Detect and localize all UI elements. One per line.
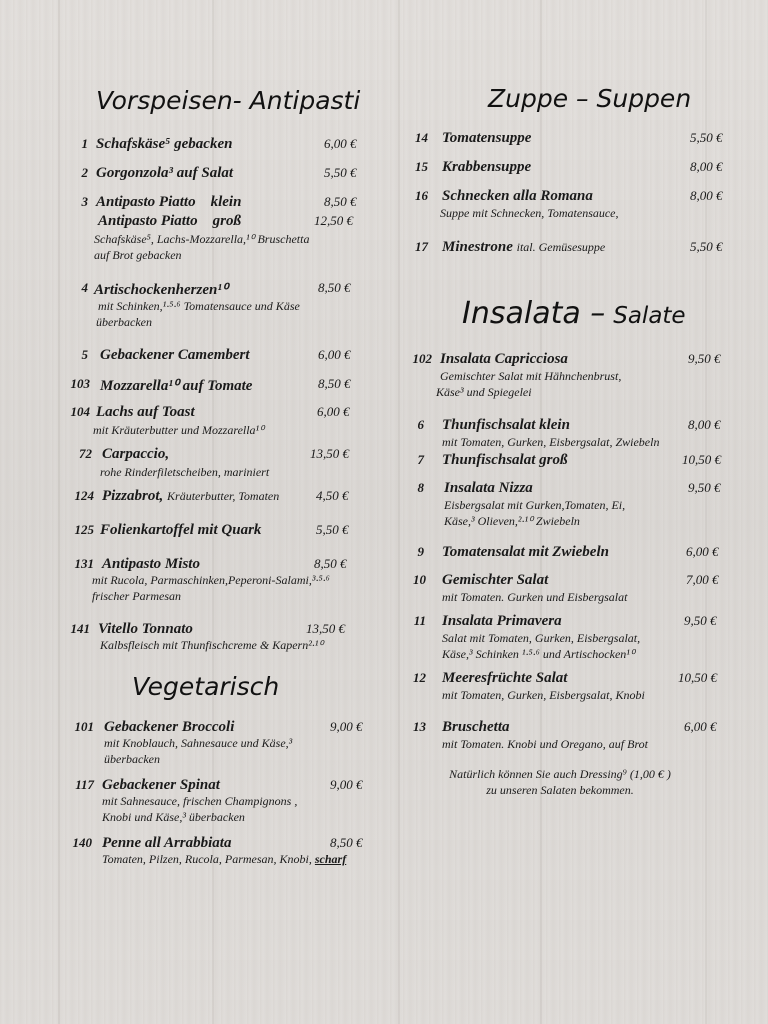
item-name-text: Pizzabrot,	[102, 488, 164, 504]
item-name: Tomatensalat mit Zwiebeln	[442, 544, 609, 560]
item-description: Käse,³ Schinken ¹·⁵·⁶ und Artischocken¹⁰	[442, 647, 635, 661]
item-description: mit Sahnesauce, frischen Champignons ,	[102, 794, 298, 808]
item-description: überbacken	[104, 752, 160, 766]
item-description: rohe Rinderfiletscheiben, mariniert	[100, 465, 270, 479]
item-price: 5,50 €	[324, 165, 357, 180]
item-name: Krabbensuppe	[442, 159, 532, 175]
item-price: 8,50 €	[324, 194, 357, 209]
item-name: Gebackener Spinat	[102, 777, 220, 793]
item-name	[102, 488, 279, 505]
item-description: mit Schinken,¹·⁵·⁶ Tomatensauce und Käse	[98, 299, 300, 313]
item-number: 16	[415, 188, 428, 203]
item-description: mit Tomaten, Gurken, Eisbergsalat, Knobi	[442, 688, 645, 702]
item-description: Salat mit Tomaten, Gurken, Eisbergsalat,	[442, 631, 641, 645]
item-description: Gemischter Salat mit Hähnchenbrust,	[440, 369, 622, 383]
item-number: 103	[70, 376, 90, 391]
dressing-note	[420, 766, 700, 798]
item-number: 15	[415, 159, 428, 174]
item-number: 141	[70, 621, 90, 636]
item-number: 14	[415, 130, 428, 145]
item-price: 5,50 €	[690, 130, 723, 145]
item-number: 10	[413, 572, 426, 587]
item-price: 10,50 €	[678, 670, 717, 685]
item-description: Schafskäse⁵, Lachs-Mozzarella,¹⁰ Bruschetta	[94, 232, 310, 246]
item-description: Kalbsfleisch mit Thunfischcreme & Kapern²·¹⁰	[100, 638, 324, 652]
item-name: Gemischter Salat	[442, 572, 549, 588]
wood-grain	[705, 0, 707, 1024]
item-price: 9,00 €	[330, 719, 363, 734]
item-description: mit Knoblauch, Sahnesauce und Käse,³	[104, 736, 293, 750]
item-name: Penne all Arrabbiata	[102, 835, 232, 851]
item-name: Schnecken alla Romana	[442, 188, 593, 204]
item-number: 11	[413, 613, 426, 628]
item-name: Antipasto Piatto klein	[96, 194, 242, 210]
wood-grain	[212, 0, 214, 1024]
item-name: Insalata Primavera	[442, 613, 562, 629]
item-description: mit Tomaten, Gurken, Eisbergsalat, Zwiebeln	[442, 435, 660, 449]
item-price: 9,00 €	[330, 777, 363, 792]
vegetarisch-heading: Vegetarisch	[132, 672, 280, 701]
item-description: Knobi und Käse,³ überbacken	[102, 810, 245, 824]
item-name-large: Antipasto Piatto groß	[98, 213, 241, 229]
item-name: Thunfischsalat groß	[442, 452, 568, 468]
item-description: überbacken	[96, 315, 152, 329]
item-number: 72	[79, 446, 92, 461]
item-name-text: Minestrone	[442, 239, 513, 255]
item-price: 8,50 €	[318, 376, 351, 391]
item-description: frischer Parmesan	[92, 589, 181, 603]
item-number: 4	[81, 280, 88, 295]
item-name: Gorgonzola³ auf Salat	[96, 165, 234, 181]
item-price: 6,00 €	[684, 719, 717, 734]
item-description-text: Tomaten, Pilzen, Rucola, Parmesan, Knobi,	[102, 852, 312, 866]
item-description: mit Rucola, Parmaschinken,Peperoni-Salami,³·⁵·⁶	[92, 573, 330, 587]
item-number: 131	[74, 556, 94, 571]
item-description: mit Tomaten. Knobi und Oregano, auf Brot	[442, 737, 649, 751]
item-price: 9,50 €	[688, 480, 721, 495]
dressing-note-line: Natürlich können Sie auch Dressing⁹ (1,00 € )	[449, 767, 671, 781]
item-name: Insalata Capricciosa	[440, 351, 568, 367]
item-number: 102	[412, 351, 432, 366]
item-price: 9,50 €	[684, 613, 717, 628]
item-price-large: 12,50 €	[314, 213, 353, 228]
item-name: Carpaccio,	[102, 446, 170, 462]
item-number: 12	[413, 670, 426, 685]
item-price: 13,50 €	[310, 446, 349, 461]
item-price: 6,00 €	[686, 544, 719, 559]
item-number: 3	[81, 194, 88, 209]
item-name	[442, 239, 605, 256]
item-name: Tomatensuppe	[442, 130, 532, 146]
item-name: Folienkartoffel mit Quark	[100, 522, 262, 538]
item-number: 117	[75, 777, 94, 792]
item-price: 4,50 €	[316, 488, 349, 503]
item-number: 7	[417, 452, 424, 467]
item-name: Artischockenherzen¹⁰	[94, 282, 228, 298]
item-description: Suppe mit Schnecken, Tomatensauce,	[440, 206, 619, 220]
salate-heading-sub: Salate	[613, 303, 686, 329]
item-price: 8,00 €	[690, 188, 723, 203]
item-price: 8,00 €	[688, 417, 721, 432]
item-price: 8,50 €	[330, 835, 363, 850]
item-description: auf Brot gebacken	[94, 248, 182, 262]
item-name: Gebackener Broccoli	[104, 719, 235, 735]
item-name: Meeresfrüchte Salat	[442, 670, 568, 686]
item-name: Schafskäse⁵ gebacken	[96, 136, 233, 152]
item-number: 9	[417, 544, 424, 559]
item-price: 10,50 €	[682, 452, 721, 467]
item-number: 13	[413, 719, 426, 734]
item-number: 125	[74, 522, 94, 537]
item-name-extra: Kräuterbutter, Tomaten	[167, 489, 280, 503]
item-price: 13,50 €	[306, 621, 345, 636]
salate-heading	[462, 296, 686, 331]
item-price: 7,00 €	[686, 572, 719, 587]
item-name: Lachs auf Toast	[96, 404, 195, 420]
item-name: Antipasto Misto	[102, 556, 200, 572]
item-number: 1	[81, 136, 88, 151]
item-price: 8,50 €	[314, 556, 347, 571]
item-price: 8,50 €	[318, 280, 351, 295]
item-name-extra: ital. Gemüsesuppe	[516, 240, 606, 254]
item-price: 8,00 €	[690, 159, 723, 174]
item-name: Mozzarella¹⁰ auf Tomate	[100, 378, 253, 394]
item-name: Bruschetta	[442, 719, 510, 735]
item-price: 5,50 €	[690, 239, 723, 254]
item-price: 5,50 €	[316, 522, 349, 537]
spicy-label: scharf	[314, 852, 347, 866]
item-name: Insalata Nizza	[444, 480, 533, 496]
item-number: 124	[74, 488, 94, 503]
item-name: Vitello Tonnato	[98, 621, 193, 637]
item-number: 17	[415, 239, 428, 254]
item-description	[102, 851, 346, 867]
item-price: 6,00 €	[324, 136, 357, 151]
item-name: Thunfischsalat klein	[442, 417, 570, 433]
dressing-note-line: zu unseren Salaten bekommen.	[486, 783, 634, 797]
salate-heading-main: Insalata –	[462, 296, 606, 331]
item-description: Käse³ und Spiegelei	[436, 385, 532, 399]
item-price: 9,50 €	[688, 351, 721, 366]
suppen-heading: Zuppe – Suppen	[488, 84, 692, 113]
item-price: 6,00 €	[317, 404, 350, 419]
item-description: Käse,³ Olieven,²·¹⁰ Zwiebeln	[444, 514, 580, 528]
wood-grain	[398, 0, 400, 1024]
item-price: 6,00 €	[318, 347, 351, 362]
antipasti-heading: Vorspeisen- Antipasti	[96, 86, 361, 115]
item-number: 104	[70, 404, 90, 419]
wood-grain	[58, 0, 60, 1024]
item-number: 140	[72, 835, 92, 850]
item-name: Gebackener Camembert	[100, 347, 250, 363]
item-description: Eisbergsalat mit Gurken,Tomaten, Ei,	[444, 498, 626, 512]
item-number: 8	[417, 480, 424, 495]
item-number: 2	[81, 165, 88, 180]
item-number: 6	[417, 417, 424, 432]
item-description: mit Tomaten. Gurken und Eisbergsalat	[442, 590, 628, 604]
item-number: 101	[74, 719, 94, 734]
item-description: mit Kräuterbutter und Mozzarella¹⁰	[93, 423, 264, 437]
item-number: 5	[81, 347, 88, 362]
